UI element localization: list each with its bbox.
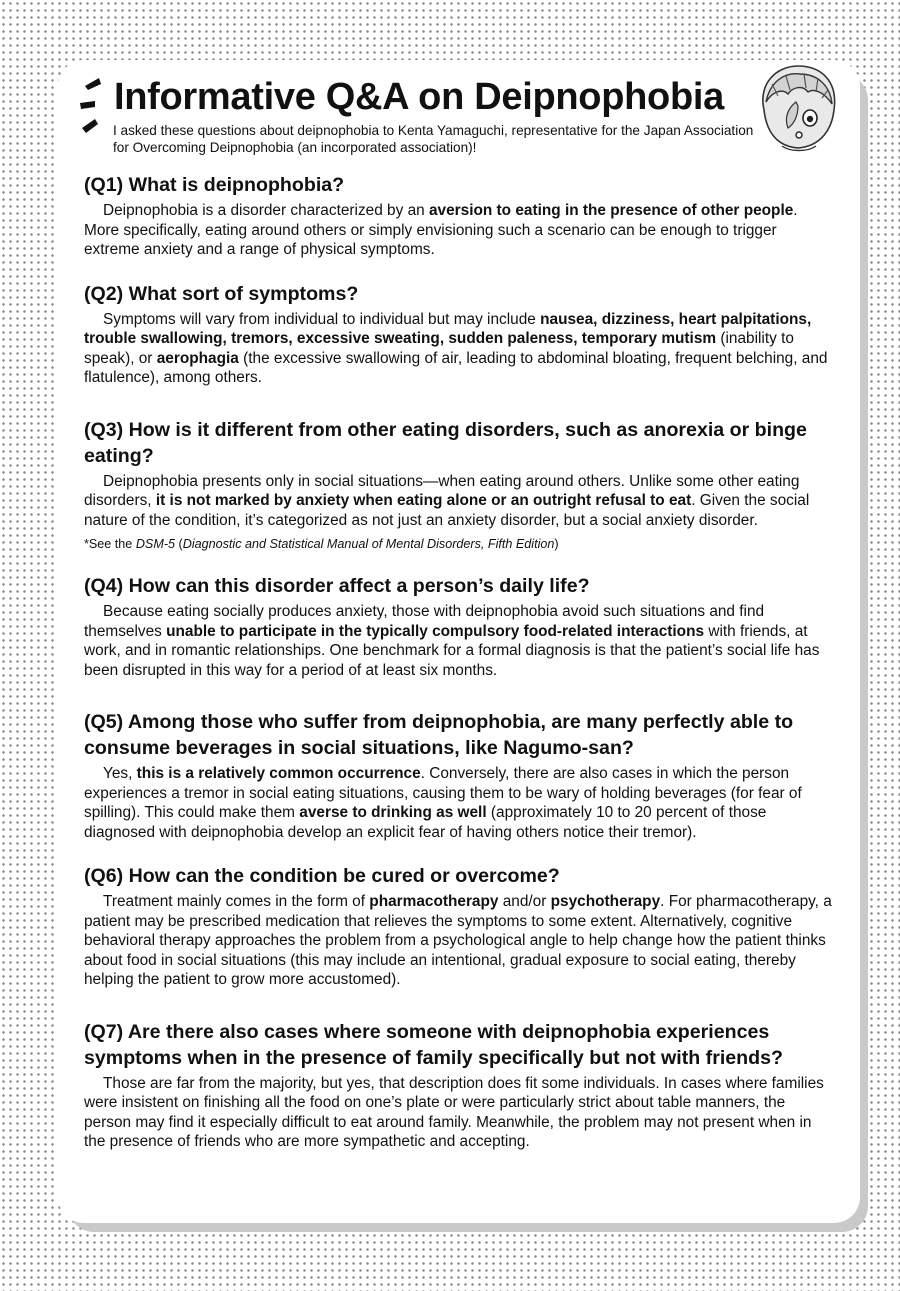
qa-card bbox=[58, 60, 860, 1223]
bold-text: psychotherapy bbox=[550, 893, 661, 910]
chibi-character-icon bbox=[752, 62, 842, 154]
answer-text: Those are far from the majority, but yes, that description does fit some individuals. In cases where families were insistent on finishing all the food on one’s plate or were particularly strict about table manners, the person may find it especially difficult to eat around family. Meanwhile, the problem may not present when in the presence of friends who are more sympathetic and accepting. bbox=[84, 1074, 824, 1150]
bold-text: pharmacotherapy bbox=[369, 893, 499, 910]
bold-text: aerophagia bbox=[156, 349, 239, 367]
qa-item-7 bbox=[84, 1019, 834, 1152]
footnote: *See the DSM-5 (Diagnostic and Statistical Manual of Mental Disorders, Fifth Edition) bbox=[84, 537, 559, 551]
question-title: (Q6) How can the condition be cured or overcome? bbox=[84, 865, 560, 887]
answer-text: Yes, this is a relatively common occurrence. Conversely, there are also cases in which the person experiences a tremor in social eating situations, causing them to be wary of holding beverages (for fear of spilling). This could make them averse to drinking as well (approximately 10 to 20 percent of those diagnosed with deipnophobia develop an explicit fear of having others notice their tremor). bbox=[84, 765, 802, 841]
qa-item-3 bbox=[84, 417, 834, 553]
question-title: (Q1) What is deipnophobia? bbox=[84, 174, 345, 196]
answer-text: Deipnophobia is a disorder characterized by an aversion to eating in the presence of other people. More specifically, eating around others or simply envisioning such a scenario can be enough to trigger extreme anxiety and a range of physical symptoms. bbox=[84, 202, 798, 258]
bold-text: it is not marked by anxiety when eating alone or an outright refusal to eat bbox=[155, 492, 692, 509]
bold-text: aversion to eating in the presence of other people bbox=[428, 202, 794, 219]
bold-text: this is a relatively common occurrence bbox=[136, 765, 421, 782]
italic-text: Diagnostic and Statistical Manual of Mental Disorders, Fifth Edition bbox=[182, 537, 555, 551]
bold-text: nausea, dizziness, heart palpitations, trouble swallowing, tremors, excessive sweating, sudden paleness, temporary mutism bbox=[84, 310, 812, 347]
title-row bbox=[84, 74, 834, 120]
intro-text: I asked these questions about deipnophobia to Kenta Yamaguchi, representative for the Japan Association for Overcoming Deipnophobia (an incorporated association)! bbox=[113, 123, 754, 155]
question-title: (Q4) How can this disorder affect a person’s daily life? bbox=[84, 575, 590, 597]
page-title: Informative Q&A on Deipnophobia bbox=[114, 76, 724, 118]
qa-item-4 bbox=[84, 573, 834, 680]
bold-text: unable to participate in the typically compulsory food-related interactions bbox=[166, 622, 705, 640]
answer-text: Because eating socially produces anxiety, those with deipnophobia avoid such situations and find themselves unable to participate in the typically compulsory food-related interactions with friends, at work, and in romantic relationships. One benchmark for a formal diagnosis is that the patient’s social life has been disrupted in this way for a period of at least six months. bbox=[84, 603, 820, 679]
italic-text: DSM-5 bbox=[135, 537, 176, 551]
answer-text: Treatment mainly comes in the form of pharmacotherapy and/or psychotherapy. For pharmacotherapy, a patient may be prescribed medication that relieves the symptoms to some extent. Alternatively, cognitive behavioral therapy approaches the problem from a psychological angle to help change how the patient thinks about food in social situations (this may include an intentional, gradual exposure to social eating, thereby helping the patient to grow more accustomed). bbox=[84, 893, 832, 988]
answer-text: Deipnophobia presents only in social situations—when eating around others. Unlike some other eating disorders, it is not marked by anxiety when eating alone or an outright refusal to eat. Given the social nature of the condition, it’s categorized as not just an anxiety disorder, but a social anxiety disorder. bbox=[84, 472, 810, 529]
qa-item-2 bbox=[84, 281, 834, 388]
bold-text: averse to drinking as well bbox=[299, 804, 487, 821]
answer-text: Symptoms will vary from individual to individual but may include nausea, dizziness, heart palpitations, trouble swallowing, tremors, excessive sweating, sudden paleness, temporary mutism (inability to speak), or aerophagia (the excessive swallowing of air, leading to abdominal bloating, frequent belching, and flatulence), among others. bbox=[84, 310, 828, 386]
question-title: (Q3) How is it different from other eating disorders, such as anorexia or binge eating? bbox=[84, 418, 807, 467]
qa-item-1 bbox=[84, 172, 834, 260]
qa-item-6 bbox=[84, 863, 834, 990]
question-title: (Q2) What sort of symptoms? bbox=[84, 282, 359, 305]
question-title: (Q5) Among those who suffer from deipnophobia, are many perfectly able to consume beverages in social situations, like Nagumo-san? bbox=[84, 711, 794, 759]
question-title: (Q7) Are there also cases where someone with deipnophobia experiences symptoms when in the presence of family specifically but not with friends? bbox=[84, 1020, 783, 1069]
qa-item-5 bbox=[84, 709, 834, 842]
